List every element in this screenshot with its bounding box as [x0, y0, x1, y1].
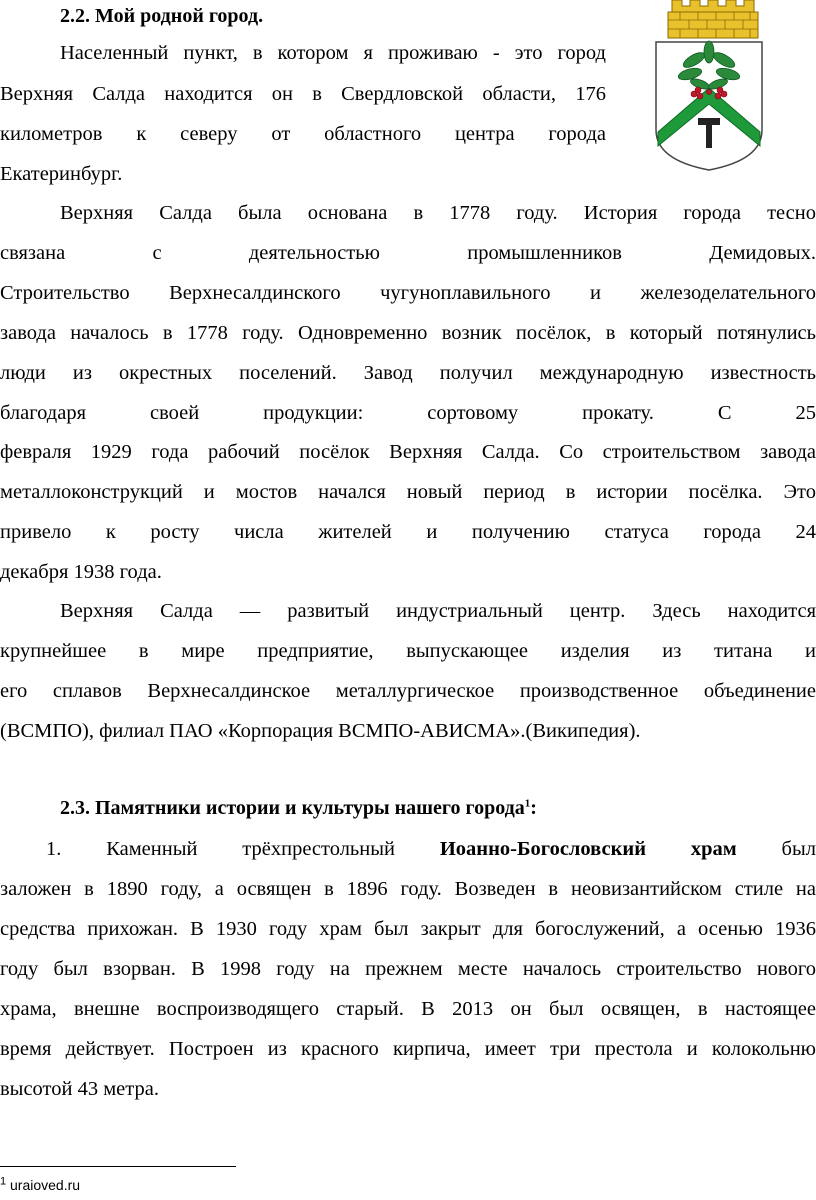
text-line: его сплавов Верхнесалдинское металлургическое производственное объединение: [0, 680, 816, 702]
footnote-reference[interactable]: 1: [524, 797, 531, 810]
text-line: Населенный пункт, в котором я проживаю - это город: [60, 42, 606, 64]
text-line: февраля 1929 года рабочий посёлок Верхняя Салда. Со строительством завода: [0, 441, 816, 463]
footnote: $^1$ uraioved.ru: [0, 1175, 81, 1193]
text-line: километров к северу от областного центра города: [0, 123, 606, 145]
church-name: Иоанно-Богословский храм: [439, 838, 737, 860]
list-item-first-line: 1. Каменный трёхпрестольный Иоанно-Богословский храм был: [46, 838, 816, 860]
text-line: привело к росту числа жителей и получению статуса города 24: [0, 521, 816, 543]
text-line: завода началось в 1778 году. Одновременно возник посёлок, в который потянулись: [0, 322, 816, 344]
text-line: заложен в 1890 году, а освящен в 1896 году. Возведен в неовизантийском стиле на: [0, 878, 816, 900]
text-line: связана с деятельностью промышленников Демидовых.: [0, 242, 816, 264]
text-line: (ВСМПО), филиал ПАО «Корпорация ВСМПО-АВИСМА».(Википедия).: [0, 720, 641, 742]
text-line: Екатеринбург.: [0, 163, 123, 185]
text-line: храма, внешне воспроизводящего старый. В 2013 он был освящен, в настоящее: [0, 998, 816, 1020]
text-line: металлоконструкций и мостов начался новый период в истории посёлка. Это: [0, 481, 816, 503]
text-line: время действует. Построен из красного кирпича, имеет три престола и колокольню: [0, 1038, 816, 1060]
text-line: Строительство Верхнесалдинского чугуноплавильного и железоделательного: [0, 282, 816, 304]
section-2-2-heading: 2.2. Мой родной город.: [60, 5, 264, 27]
footnote-source: uraioved.ru: [6, 1177, 81, 1193]
footnote-separator: [0, 1166, 236, 1167]
text-line: благодаря своей продукции: сортовому прокату. С 25: [0, 402, 816, 424]
text-line: Верхняя Салда — развитый индустриальный центр. Здесь находится: [60, 600, 816, 622]
text-line: крупнейшее в мире предприятие, выпускающее изделия из титана и: [0, 640, 816, 662]
coat-of-arms-emblem: [650, 0, 768, 172]
text-line: декабря 1938 года.: [0, 561, 162, 583]
text-line: году был взорван. В 1998 году на прежнем месте началось строительство нового: [0, 958, 816, 980]
text-line: Верхняя Салда была основана в 1778 году. История города тесно: [60, 202, 816, 224]
section-2-3-heading: 2.3. Памятники истории и культуры нашего города$^1$:: [60, 797, 537, 819]
text-line: люди из окрестных поселений. Завод получил международную известность: [0, 362, 816, 384]
text-line: средства прихожан. В 1930 году храм был закрыт для богослужений, а осенью 1936: [0, 918, 816, 940]
text-line: высотой 43 метра.: [0, 1078, 159, 1100]
text-line: Верхняя Салда находится он в Свердловской области, 176: [0, 83, 606, 105]
